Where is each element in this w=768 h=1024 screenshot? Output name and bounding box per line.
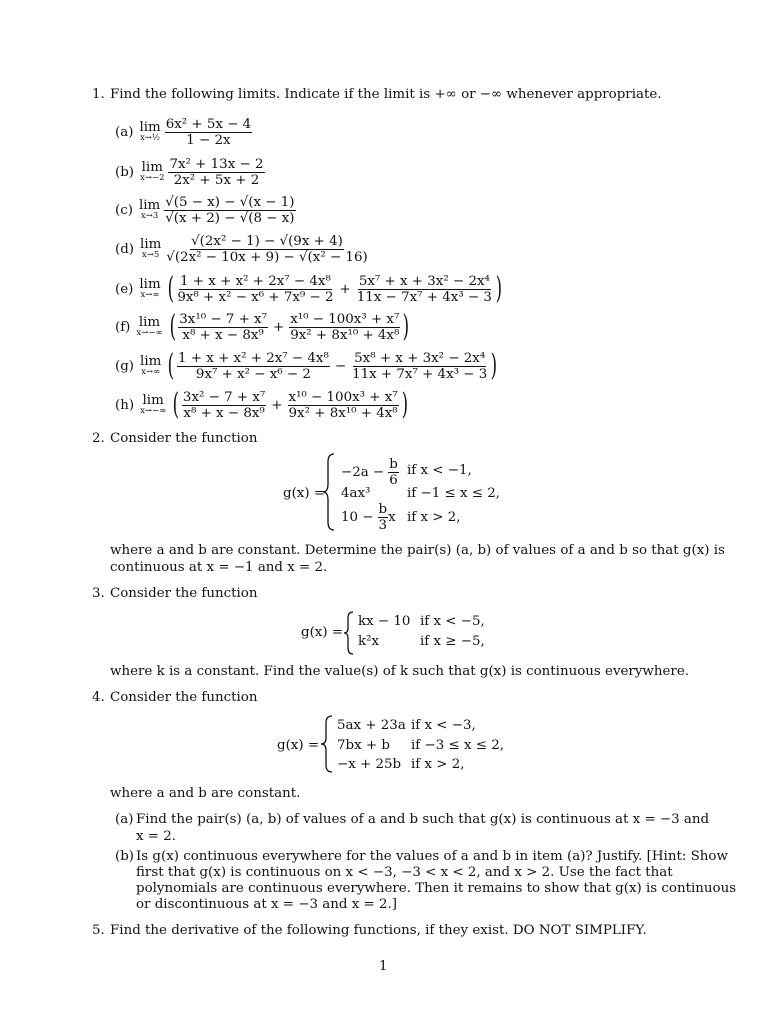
q4a-line1: Find the pair(s) (a, b) of values of a and b such that g(x) is continuous at x = −3 and (136, 812, 710, 827)
q3-case-1-cond: if x < −5, (420, 614, 485, 629)
q1h-term2-numerator: x¹⁰ − 100x³ + x⁷ (288, 389, 398, 405)
q1g-term1 (177, 351, 330, 382)
q2-intro: Consider the function (110, 431, 258, 446)
left-paren: ( (169, 309, 176, 344)
q1a-denominator: 1 − 2x (186, 132, 231, 148)
q2-case-3-fraction (378, 502, 389, 533)
q1b-numerator: 7x² + 13x − 2 (169, 156, 264, 172)
q1h-term2 (288, 390, 399, 421)
q1f-term2 (289, 312, 400, 343)
q2-case-2-expr: 4ax³ (341, 486, 371, 501)
q2-brace (322, 452, 336, 532)
q5-text: Find the derivative of the following functions, if they exist. DO NOT SIMPLIFY. (110, 923, 647, 938)
q4-case-3-cond: if x > 2, (411, 757, 465, 772)
q4b-label: (b) (115, 849, 135, 864)
right-paren: ) (402, 309, 410, 344)
q1e-lim: lim (139, 277, 161, 292)
q1h-term1-numerator: 3x² − 7 + x⁷ (182, 389, 266, 405)
q1c-lim: lim (138, 198, 161, 213)
q1d-label: (d) (115, 241, 135, 257)
right-paren: ) (490, 348, 498, 383)
q1c-fraction (164, 195, 295, 226)
q1e-operator: + (339, 281, 351, 297)
q1e (115, 269, 505, 309)
q1f-term1-numerator: 3x¹⁰ − 7 + x⁷ (179, 311, 267, 327)
q1b-lim: lim (141, 160, 163, 175)
left-paren: ( (172, 387, 180, 422)
q5-number: 5. (92, 923, 105, 938)
q1g-term1-numerator: 1 + x + x² + 2x⁷ − 4x⁸ (178, 350, 329, 366)
right-paren: ) (495, 271, 503, 306)
q2-case-3-expr: 10 − (341, 509, 374, 525)
q4b-line2: first that g(x) is continuous on x < −3, −3 < x < 2, and x > 2. Use the fact that (136, 865, 673, 880)
q2-case-3-frac-den: 3 (378, 517, 388, 533)
q2-case-3-frac-num: b (378, 501, 388, 517)
q2-case-1-frac-den: 6 (389, 472, 398, 488)
q1f-term2-denominator: 9x² + 8x¹⁰ + 4x⁸ (290, 327, 400, 343)
q1b-fraction (168, 157, 264, 188)
q1e-term2-denominator: 11x − 7x⁷ + 4x³ − 3 (356, 289, 492, 305)
q2-case-3-expr-x: x (388, 509, 396, 525)
q4-number: 4. (92, 690, 105, 705)
q1b (115, 152, 265, 192)
q1h-term1 (182, 390, 266, 421)
q1c-label: (c) (115, 202, 133, 218)
q1a-fraction (165, 117, 253, 148)
q2-case-2-cond: if −1 ≤ x ≤ 2, (407, 486, 501, 501)
q1g-term2 (351, 351, 488, 382)
q1d (115, 229, 369, 269)
q1g (115, 346, 500, 386)
q4-intro: Consider the function (110, 690, 258, 705)
q1-text: Find the following limits. Indicate if the limit is +∞ or −∞ whenever appropriate. (110, 87, 662, 102)
q1g-lim-sub: x→∞ (141, 367, 161, 377)
q2-case-1-frac-num: b (389, 456, 398, 472)
q1a-numerator: 6x² + 5x − 4 (165, 116, 252, 132)
q1-number: 1. (92, 87, 105, 102)
q1c-lim-sub: x→3 (140, 211, 159, 221)
left-paren: ( (167, 348, 175, 383)
page-number: 1 (379, 959, 388, 974)
q2-case-1 (341, 455, 399, 489)
q3-brace (343, 610, 355, 656)
q1e-term1 (176, 274, 334, 305)
q1b-label: (b) (115, 164, 135, 180)
q3-number: 3. (92, 586, 105, 601)
q4-case-1-expr: 5ax + 23a (337, 718, 406, 733)
left-paren: ( (167, 271, 174, 306)
q1f (115, 307, 412, 347)
q3-lhs: g(x) = (301, 625, 344, 640)
q2-case-1-cond: if x < −1, (407, 463, 472, 478)
right-paren: ) (401, 387, 408, 422)
q1g-operator: − (334, 358, 347, 374)
q2-after-line1: where a and b are constant. Determine the pair(s) (a, b) of values of a and b so that g(x) is (110, 543, 725, 558)
q1f-term1 (178, 312, 268, 343)
q1d-lim: lim (140, 237, 162, 252)
q1h-operator: + (271, 397, 283, 413)
q1e-term2-numerator: 5x⁷ + x + 3x² − 2x⁴ (358, 273, 490, 289)
q4b-line1: Is g(x) continuous everywhere for the values of a and b in item (a)? Justify. [Hint: Show (136, 849, 728, 864)
q1c-denominator: √(x + 2) − √(8 − x) (165, 210, 295, 226)
q1d-lim-sub: x→5 (142, 250, 160, 260)
q1c-numerator: √(5 − x) − √(x − 1) (165, 194, 295, 210)
q4-case-2-cond: if −3 ≤ x ≤ 2, (411, 738, 505, 753)
q1e-term1-numerator: 1 + x + x² + 2x⁷ − 4x⁸ (180, 273, 331, 289)
q1b-denominator: 2x² + 5x + 2 (173, 172, 260, 188)
q1f-term1-denominator: x⁸ + x − 8x⁹ (182, 327, 264, 343)
q1g-term2-numerator: 5x⁸ + x + 3x² − 2x⁴ (354, 350, 486, 366)
q1f-lim-sub: x→−∞ (136, 328, 163, 338)
q2-after-line2: continuous at x = −1 and x = 2. (110, 560, 328, 575)
q1h-lim: lim (142, 393, 164, 408)
q1f-lim: lim (138, 315, 161, 330)
q2-case-3 (341, 500, 396, 534)
q4b-line3: polynomials are continuous everywhere. Then it remains to show that g(x) is continuous (136, 881, 737, 896)
q1c (115, 190, 296, 230)
q2-case-1-expr: −2a − (341, 464, 385, 480)
q4a-line2: x = 2. (136, 829, 177, 844)
q3-case-1-expr: kx − 10 (358, 614, 411, 629)
q1e-label: (e) (115, 281, 134, 297)
q1g-term2-denominator: 11x + 7x⁷ + 4x³ − 3 (352, 366, 488, 382)
q4b-line4: or discontinuous at x = −3 and x = 2.] (136, 897, 397, 912)
q1e-term1-denominator: 9x⁸ + x² − x⁶ + 7x⁹ − 2 (177, 289, 334, 305)
q4-case-2-expr: 7bx + b (337, 738, 390, 753)
q4-case-1-cond: if x < −3, (411, 718, 476, 733)
q1f-term2-numerator: x¹⁰ − 100x³ + x⁷ (290, 311, 400, 327)
q2-case-1-fraction (388, 457, 399, 488)
q1f-label: (f) (115, 319, 131, 335)
q1d-numerator: √(2x² − 1) − √(9x + 4) (191, 233, 343, 249)
q2-case-3-cond: if x > 2, (407, 510, 461, 525)
q1d-fraction (165, 234, 368, 265)
q4a-label: (a) (115, 812, 134, 827)
q1e-term2 (356, 274, 493, 305)
q1g-term1-denominator: 9x⁷ + x² − x⁶ − 2 (195, 366, 311, 382)
q4-lhs: g(x) = (277, 738, 320, 753)
q3-case-2-expr: k²x (358, 634, 380, 649)
q4-case-3-expr: −x + 25b (337, 757, 402, 772)
q4-brace (320, 714, 334, 774)
q1h-label: (h) (115, 397, 135, 413)
q1h-term2-denominator: 9x² + 8x¹⁰ + 4x⁸ (288, 405, 398, 421)
q1g-lim: lim (140, 354, 162, 369)
q1g-label: (g) (115, 358, 135, 374)
q1f-operator: + (272, 319, 285, 335)
q1a-label: (a) (115, 124, 134, 140)
q1b-lim-sub: x→−2 (140, 173, 165, 183)
q1h-term1-denominator: x⁸ + x − 8x⁹ (183, 405, 265, 421)
q3-intro: Consider the function (110, 586, 258, 601)
q1h-lim-sub: x→−∞ (140, 406, 167, 416)
q1a (115, 112, 252, 152)
q1h (115, 385, 410, 425)
q1d-denominator: √(2x² − 10x + 9) − √(x² − 16) (166, 249, 368, 265)
q1a-lim: lim (139, 120, 161, 135)
q2-number: 2. (92, 431, 105, 446)
q1a-lim-sub: x→½ (139, 133, 161, 143)
q3-case-2-cond: if x ≥ −5, (420, 634, 485, 649)
q3-after: where k is a constant. Find the value(s) of k such that g(x) is continuous everywhere. (110, 664, 689, 679)
q4-after: where a and b are constant. (110, 786, 301, 801)
q2-lhs: g(x) = (283, 486, 326, 501)
q1e-lim-sub: x→∞ (140, 290, 160, 300)
